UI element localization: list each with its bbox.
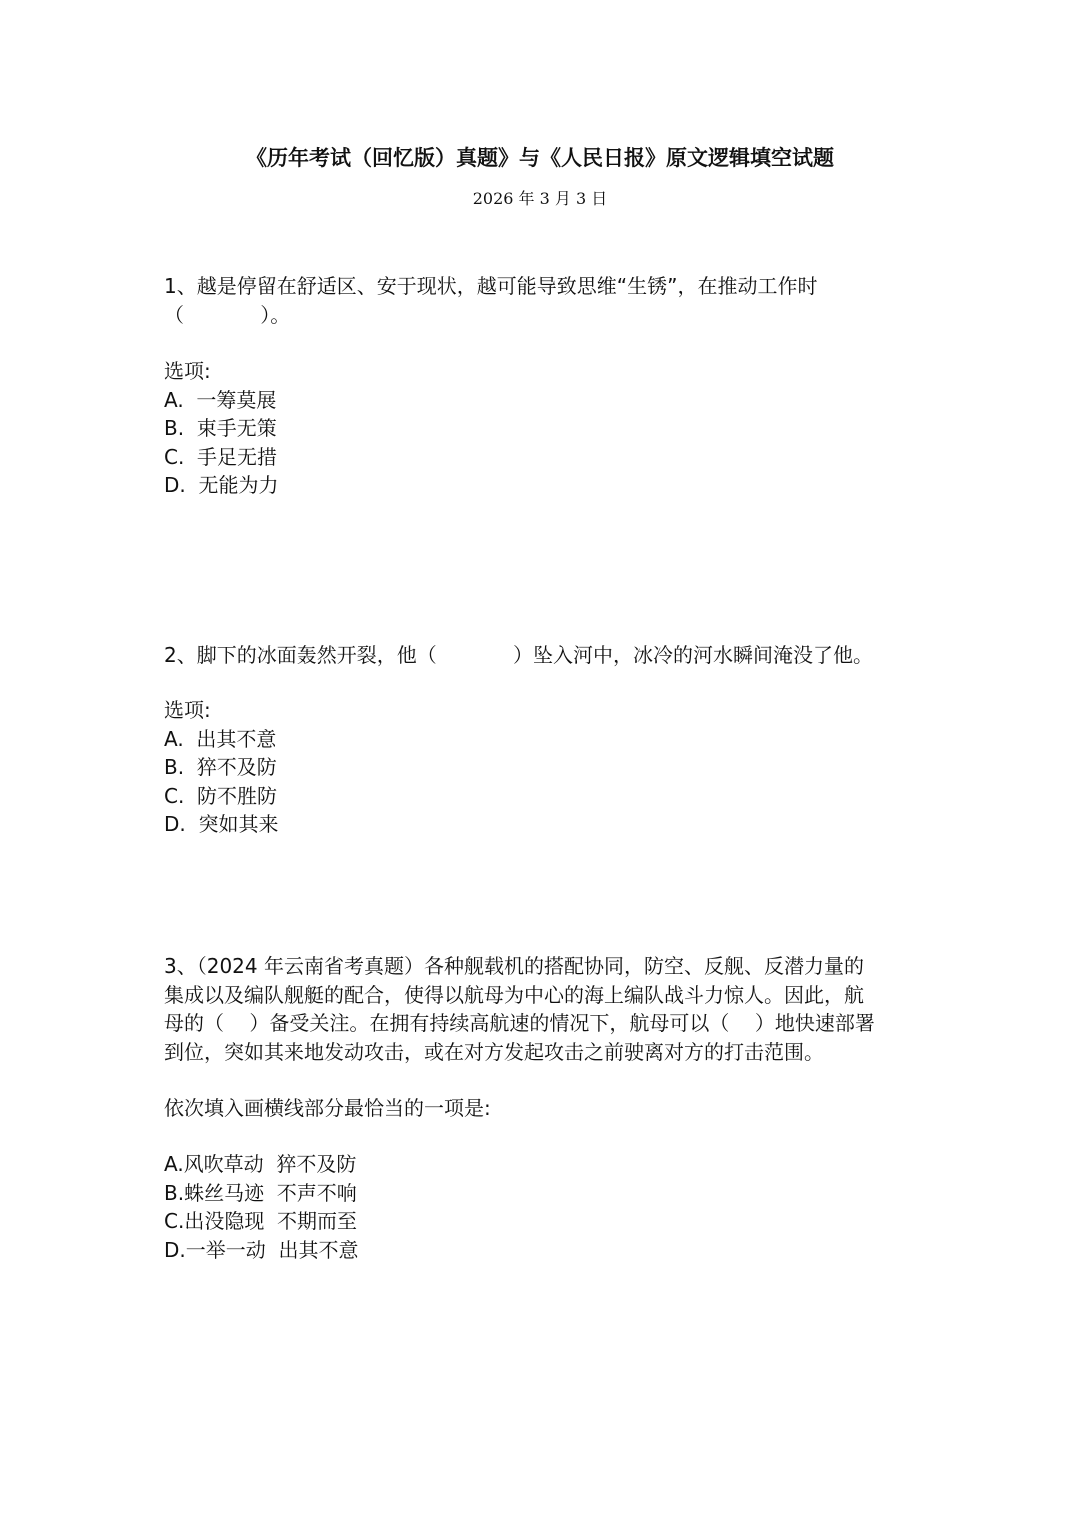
document-date: 2026 年 3 月 3 日 bbox=[472, 189, 608, 208]
options-label: 选项: bbox=[164, 698, 211, 722]
option-c: C.出没隐现 不期而至 bbox=[164, 1209, 358, 1233]
options-label: 选项: bbox=[164, 359, 211, 383]
question-3-stem-line-4: 到位，突如其来地发动攻击，或在对方发起攻击之前驶离对方的打击范围。 bbox=[164, 1039, 824, 1064]
option-d: D. 突如其来 bbox=[164, 812, 279, 836]
question-2-stem-line-1: 2、脚下的冰面轰然开裂，他（ ）坠入河中，冰冷的河水瞬间淹没了他。 bbox=[164, 643, 874, 667]
question-3-stem-line-1: 3、（2024 年云南省考真题）各种舰载机的搭配协同，防空、反舰、反潜力量的 bbox=[164, 954, 864, 978]
question-1-options bbox=[164, 357, 924, 500]
question-1-stem-line-2: （ ）。 bbox=[164, 302, 291, 327]
question-3-instruction: 依次填入画横线部分最恰当的一项是: bbox=[164, 1096, 491, 1120]
option-c: C. 防不胜防 bbox=[164, 783, 278, 808]
question-3-stem-line-2: 集成以及编队舰艇的配合，使得以航母为中心的海上编队战斗力惊人。因此，航 bbox=[164, 982, 864, 1007]
option-b: B. 束手无策 bbox=[164, 416, 277, 440]
option-a: A.风吹草动 猝不及防 bbox=[164, 1152, 357, 1176]
question-2-options bbox=[164, 696, 924, 839]
option-c: C. 手足无措 bbox=[164, 444, 278, 469]
question-1 bbox=[164, 272, 924, 329]
question-3-options bbox=[164, 1150, 924, 1264]
question-1-stem-line-1: 1、越是停留在舒适区、安于现状，越可能导致思维“生锈”，在推动工作时 bbox=[164, 274, 818, 298]
document-title: 《历年考试（回忆版）真题》与《人民日报》原文逻辑填空试题 bbox=[246, 145, 834, 170]
option-d: D.一举一动 出其不意 bbox=[164, 1237, 359, 1262]
question-3-instruction-block bbox=[164, 1094, 924, 1123]
option-a: A. 一筹莫展 bbox=[164, 387, 277, 412]
option-a: A. 出其不意 bbox=[164, 726, 277, 751]
option-d: D. 无能为力 bbox=[164, 473, 279, 497]
question-3-stem-line-3: 母的（ ）备受关注。在拥有持续高航速的情况下，航母可以（ ）地快速部署 bbox=[164, 1011, 875, 1035]
option-b: B.蛛丝马迹 不声不响 bbox=[164, 1180, 357, 1205]
question-3 bbox=[164, 952, 924, 1066]
option-b: B. 猝不及防 bbox=[164, 755, 277, 779]
question-2 bbox=[164, 641, 924, 670]
